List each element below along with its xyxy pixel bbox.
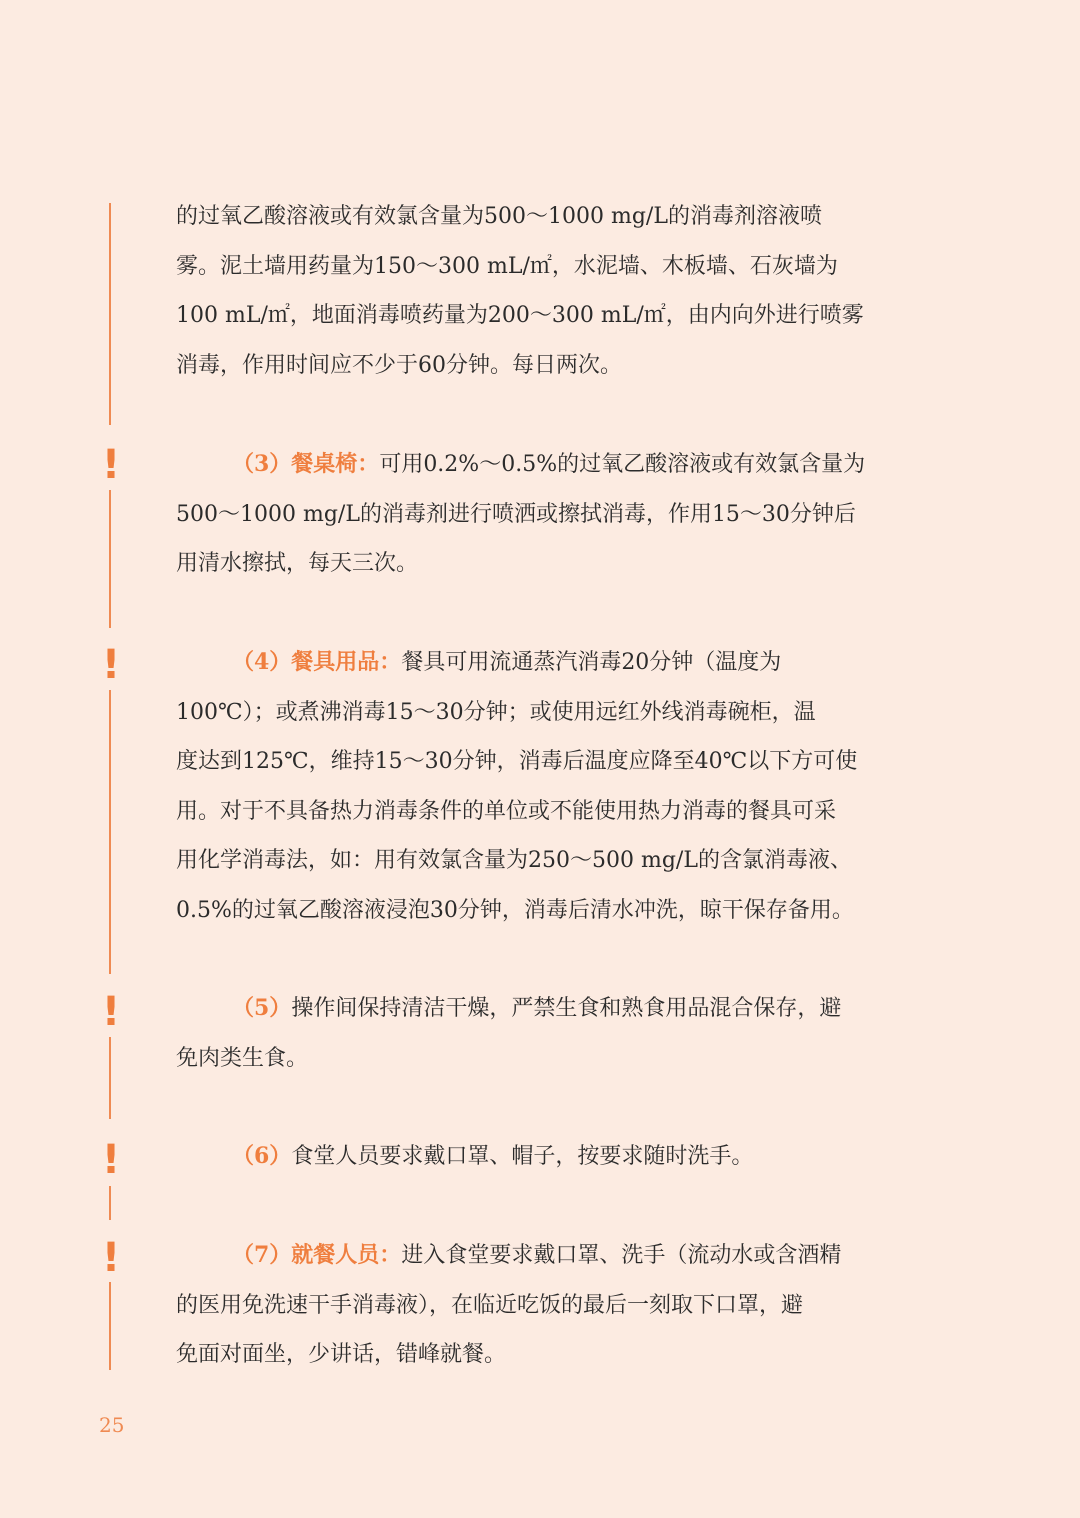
exclamation-icon: ! [101,1235,121,1281]
margin-rule [109,1282,111,1370]
text-line [176,984,904,1034]
page-number: 25 [99,1413,125,1437]
paragraph-continuation [176,192,904,390]
text-line: 0.5%的过氧乙酸溶液浸泡30分钟，消毒后清水冲洗，晾干保存备用。 [176,897,854,923]
item-number: （5） [232,995,292,1021]
text-line: 用清水擦拭，每天三次。 [176,551,419,577]
text-run: 餐具可用流通蒸汽消毒20分钟（温度为 [401,650,782,675]
text-line [176,638,904,688]
paragraph-dining-tables [176,440,904,589]
text-run: 可用0.2%～0.5%的过氧乙酸溶液或有效氯含量为 [379,452,866,477]
paragraph-canteen-staff [176,1132,904,1182]
text-line: 免面对面坐，少讲话，错峰就餐。 [176,1342,507,1368]
margin-rule [109,1186,111,1220]
section-heading: （7）就餐人员： [232,1242,402,1268]
text-line: 免肉类生食。 [176,1045,309,1071]
text-line: 500～1000 mg/L的消毒剂进行喷洒或擦拭消毒，作用15～30分钟后 [176,501,856,527]
exclamation-icon: ! [101,442,121,488]
text-line: 度达到125℃，维持15～30分钟，消毒后温度应降至40℃以下方可使 [176,749,858,775]
text-run: 操作间保持清洁干燥，严禁生食和熟食用品混合保存，避 [291,996,842,1021]
text-line: 100℃）；或煮沸消毒15～30分钟；或使用远红外线消毒碗柜，温 [176,699,816,725]
text-line: 100 mL/㎡，地面消毒喷药量为200～300 mL/㎡，由内向外进行喷雾 [176,303,864,329]
section-heading: （4）餐具用品： [232,649,402,675]
text-line: 用。对于不具备热力消毒条件的单位或不能使用热力消毒的餐具可采 [176,798,837,824]
exclamation-icon: ! [101,989,121,1035]
text-line [176,1231,904,1281]
text-run: 进入食堂要求戴口罩、洗手（流动水或含酒精 [401,1243,842,1268]
text-line: 用化学消毒法，如：用有效氯含量为250～500 mg/L的含氯消毒液、 [176,848,852,874]
text-run: 食堂人员要求戴口罩、帽子，按要求随时洗手。 [291,1144,754,1169]
paragraph-tableware [176,638,904,936]
item-number: （6） [232,1143,292,1169]
exclamation-icon: ! [101,642,121,688]
section-heading: （3）餐桌椅： [232,451,380,477]
text-line: 的过氧乙酸溶液或有效氯含量为500～1000 mg/L的消毒剂溶液喷 [176,204,822,229]
paragraph-workroom [176,984,904,1083]
exclamation-icon: ! [101,1137,121,1183]
margin-rule [109,203,111,425]
text-line: 的医用免洗速干手消毒液），在临近吃饭的最后一刻取下口罩，避 [176,1292,804,1318]
text-line [176,440,904,490]
paragraph-diners [176,1231,904,1380]
text-line [176,1132,904,1182]
margin-rule [109,490,111,628]
text-line: 消毒，作用时间应不少于60分钟。每日两次。 [176,352,622,378]
margin-rule [109,690,111,974]
text-line: 雾。泥土墙用药量为150～300 mL/㎡，水泥墙、木板墙、石灰墙为 [176,253,838,279]
margin-rule [109,1037,111,1119]
